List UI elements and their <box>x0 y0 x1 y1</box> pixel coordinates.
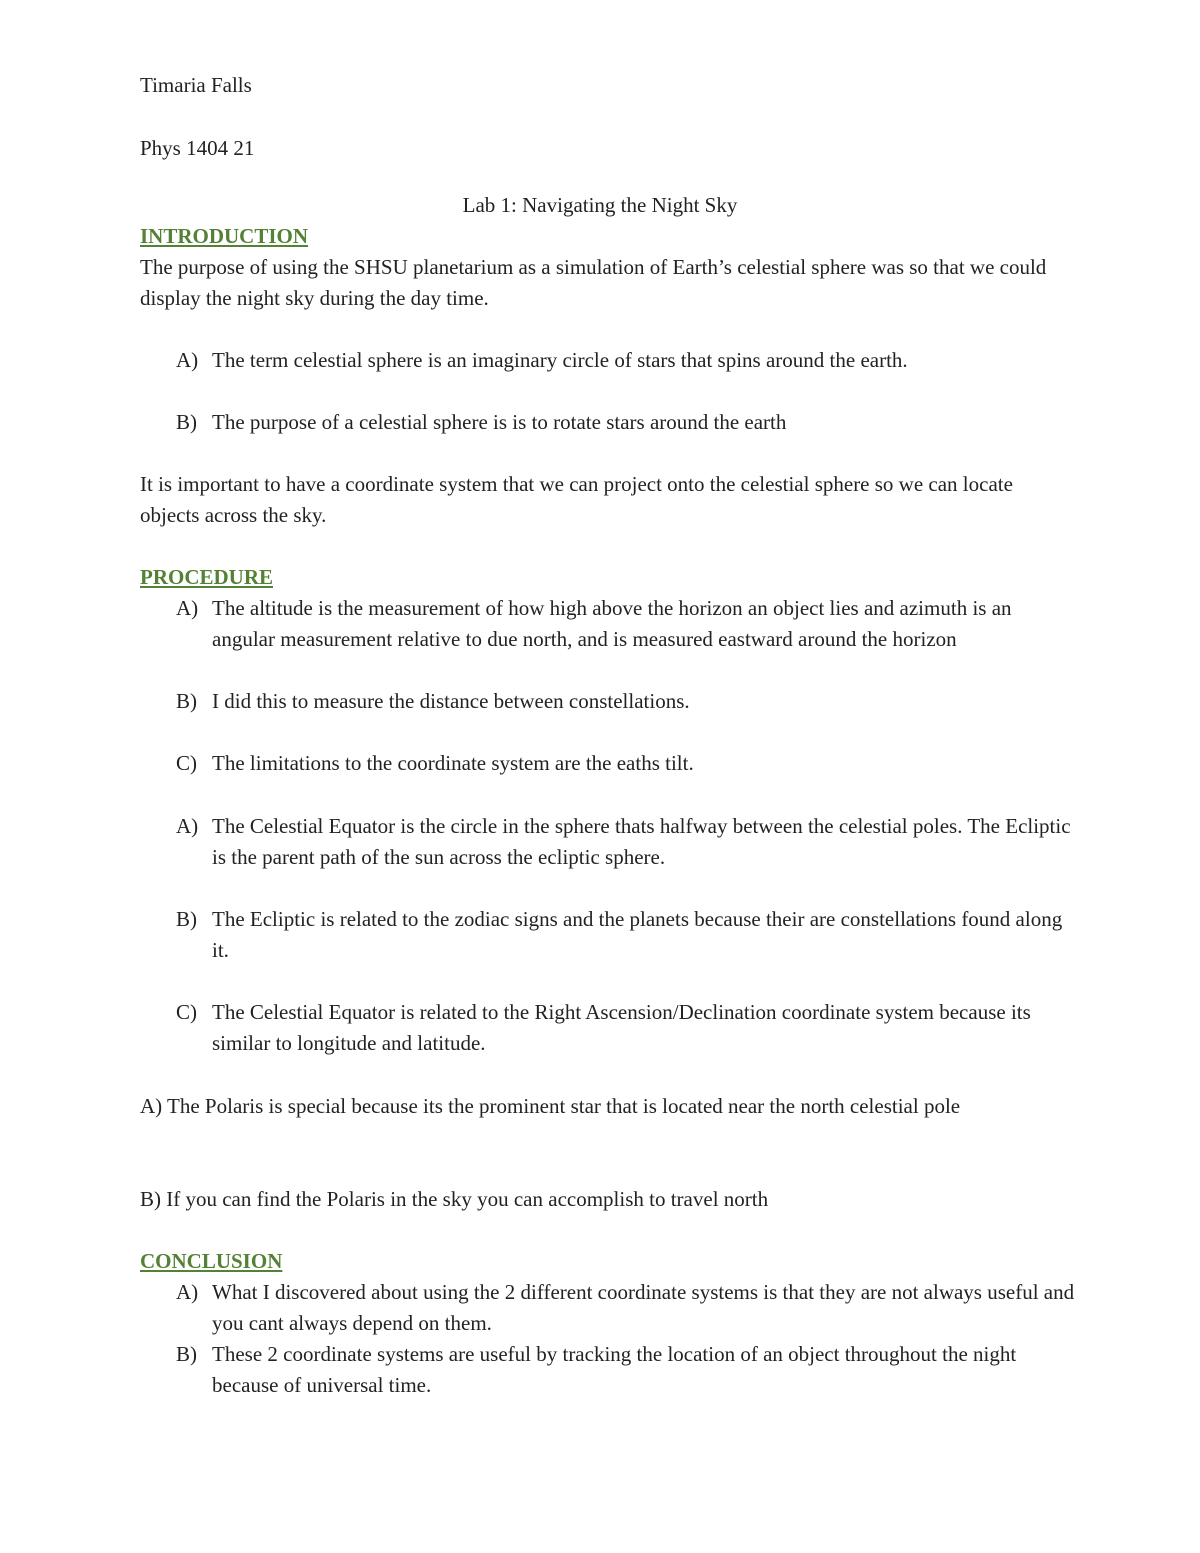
author-name: Timaria Falls <box>140 73 252 97</box>
list-item-text: The Celestial Equator is the circle in the sphere thats halfway between the celestial poles. The Ecliptic is the parent path of the sun across the ecliptic sphere. <box>212 814 1071 869</box>
list-item-text: The Ecliptic is related to the zodiac signs and the planets because their are constellations found along it. <box>212 907 1063 962</box>
introduction-heading: INTRODUCTION <box>140 224 309 248</box>
list-marker: C) <box>176 751 197 775</box>
polaris-paragraph-a: A) The Polaris is special because its the prominent star that is located near the north celestial pole <box>140 1094 961 1118</box>
course-code: Phys 1404 21 <box>140 136 255 160</box>
list-item-text: These 2 coordinate systems are useful by tracking the location of an object throughout the night because of universal time. <box>212 1342 1017 1397</box>
document-title: Lab 1: Navigating the Night Sky <box>462 193 738 217</box>
list-marker: B) <box>176 689 197 713</box>
list-item-text: The term celestial sphere is an imaginary circle of stars that spins around the earth. <box>212 348 908 372</box>
list-marker: B) <box>176 410 197 434</box>
conclusion-heading: CONCLUSION <box>140 1249 283 1273</box>
list-marker: C) <box>176 1000 197 1024</box>
list-item-text: What I discovered about using the 2 different coordinate systems is that they are not always useful and you cant always depend on them. <box>212 1280 1075 1335</box>
list-item-text: The altitude is the measurement of how high above the horizon an object lies and azimuth is an angular measurement relative to due north, and is measured eastward around the horizon <box>212 596 1012 651</box>
list-item-text: I did this to measure the distance between constellations. <box>212 689 690 713</box>
list-marker: B) <box>176 907 197 931</box>
list-marker: A) <box>176 596 199 620</box>
introduction-text: The purpose of using the SHSU planetarium as a simulation of Earth’s celestial sphere was so that we could display the night sky during the day time. <box>140 255 1047 310</box>
list-marker: B) <box>176 1342 197 1366</box>
procedure-heading: PROCEDURE <box>140 565 274 589</box>
introduction-closing-text: It is important to have a coordinate system that we can project onto the celestial sphere so we can locate objects across the sky. <box>140 472 1013 527</box>
list-marker: A) <box>176 1280 199 1304</box>
polaris-paragraph-b: B) If you can find the Polaris in the sky you can accomplish to travel north <box>140 1187 769 1211</box>
list-item-text: The Celestial Equator is related to the Right Ascension/Declination coordinate system because its similar to longitude and latitude. <box>212 1000 1031 1055</box>
list-marker: A) <box>176 814 199 838</box>
list-marker: A) <box>176 348 199 372</box>
list-item-text: The purpose of a celestial sphere is is to rotate stars around the earth <box>212 410 787 434</box>
list-item-text: The limitations to the coordinate system are the eaths tilt. <box>212 751 694 775</box>
